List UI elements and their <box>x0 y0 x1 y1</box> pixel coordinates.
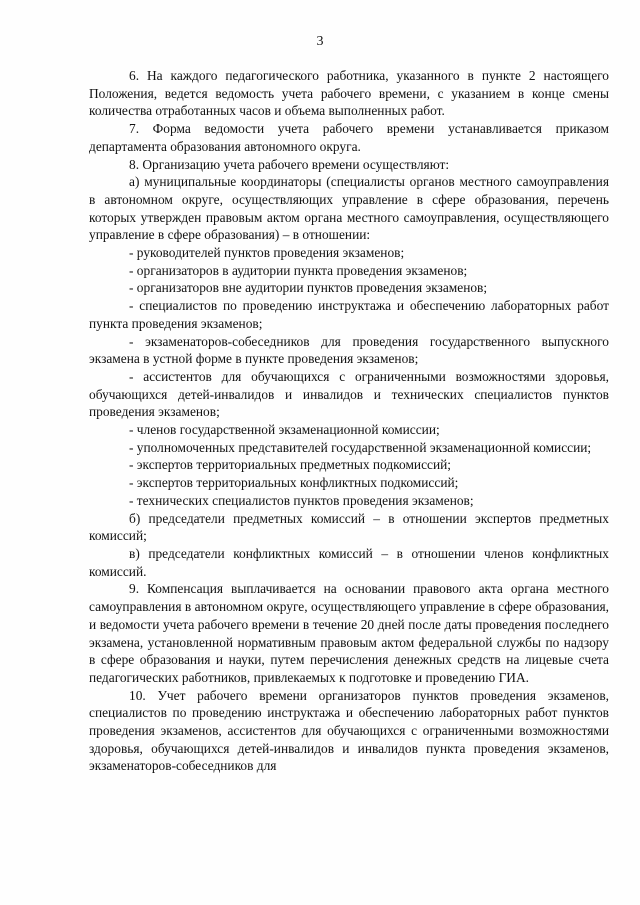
paragraph-8: 8. Организацию учета рабочего времени осуществляют: <box>129 156 450 172</box>
list-item: - ассистентов для обучающихся с ограниченными возможностями здоровья, обучающихся детей-инвалидов и инвалидов и технических специалистов пунктов проведения экзаменов; <box>89 368 609 420</box>
paragraph-6: 6. На каждого педагогического работника, указанного в пункте 2 настоящего Положения, ведется ведомость учета рабочего времени, с указанием в конце смены количества отработанных часов и объема выполненных работ. <box>89 68 609 119</box>
list-item: - членов государственной экзаменационной комиссии; <box>129 422 440 438</box>
paragraph-8a: а) муниципальные координаторы (специалисты органов местного самоуправления в автономном округе, осуществляющих управление в сфере образования, перечень которых утвержден правовым актом органа местного самоуправления, осуществляющего управление в сфере образования) – в отношении: <box>89 174 609 243</box>
document-body <box>89 67 609 775</box>
list-item: - экзаменаторов-собеседников для проведения государственного выпускного экзамена в устной форме в пункте проведения экзаменов; <box>89 333 609 367</box>
list-item: - экспертов территориальных предметных подкомиссий; <box>129 457 452 473</box>
list-item: - руководителей пунктов проведения экзаменов; <box>129 245 405 261</box>
list-item: - экспертов территориальных конфликтных подкомиссий; <box>129 475 459 491</box>
list-item: - организаторов в аудитории пункта проведения экзаменов; <box>129 262 468 278</box>
paragraph-7: 7. Форма ведомости учета рабочего времени устанавливается приказом департамента образования автономного округа. <box>89 121 609 154</box>
paragraph-10: 10. Учет рабочего времени организаторов пунктов проведения экзаменов, специалистов по проведению инструктажа и обеспечению лабораторных работ пунктов проведения экзаменов, ассистентов для обучающихся с ограниченными возможностями здоровья, обучающихся детей-инвалидов и инвалидов пункта проведения экзаменов, экзаменаторов-собеседников для <box>89 687 609 774</box>
paragraph-8b: б) председатели предметных комиссий – в отношении экспертов предметных комиссий; <box>89 510 609 544</box>
list-item: - специалистов по проведению инструктажа и обеспечению лабораторных работ пункта проведения экзаменов; <box>89 298 609 331</box>
list-item: - организаторов вне аудитории пунктов проведения экзаменов; <box>129 280 488 296</box>
list-item: - технических специалистов пунктов проведения экзаменов; <box>129 492 474 508</box>
paragraph-8c: в) председатели конфликтных комиссий – в отношении членов конфликтных комиссий. <box>89 545 609 579</box>
list-item: - уполномоченных представителей государственной экзаменационной комиссии; <box>129 439 592 455</box>
paragraph-9: 9. Компенсация выплачивается на основании правового акта органа местного самоуправления в автономном округе, осуществляющего управление в сфере образования, и ведомости учета рабочего времени в течение 20 дней после даты проведения последнего экзамена, установленной нормативным правовым актом федеральной службы по надзору в сфере образования и науки, путем перечисления денежных средств на лицевые счета педагогических работников, привлекаемых к подготовке и проведению ГИА. <box>89 581 609 685</box>
page-number: 3 <box>316 34 324 49</box>
